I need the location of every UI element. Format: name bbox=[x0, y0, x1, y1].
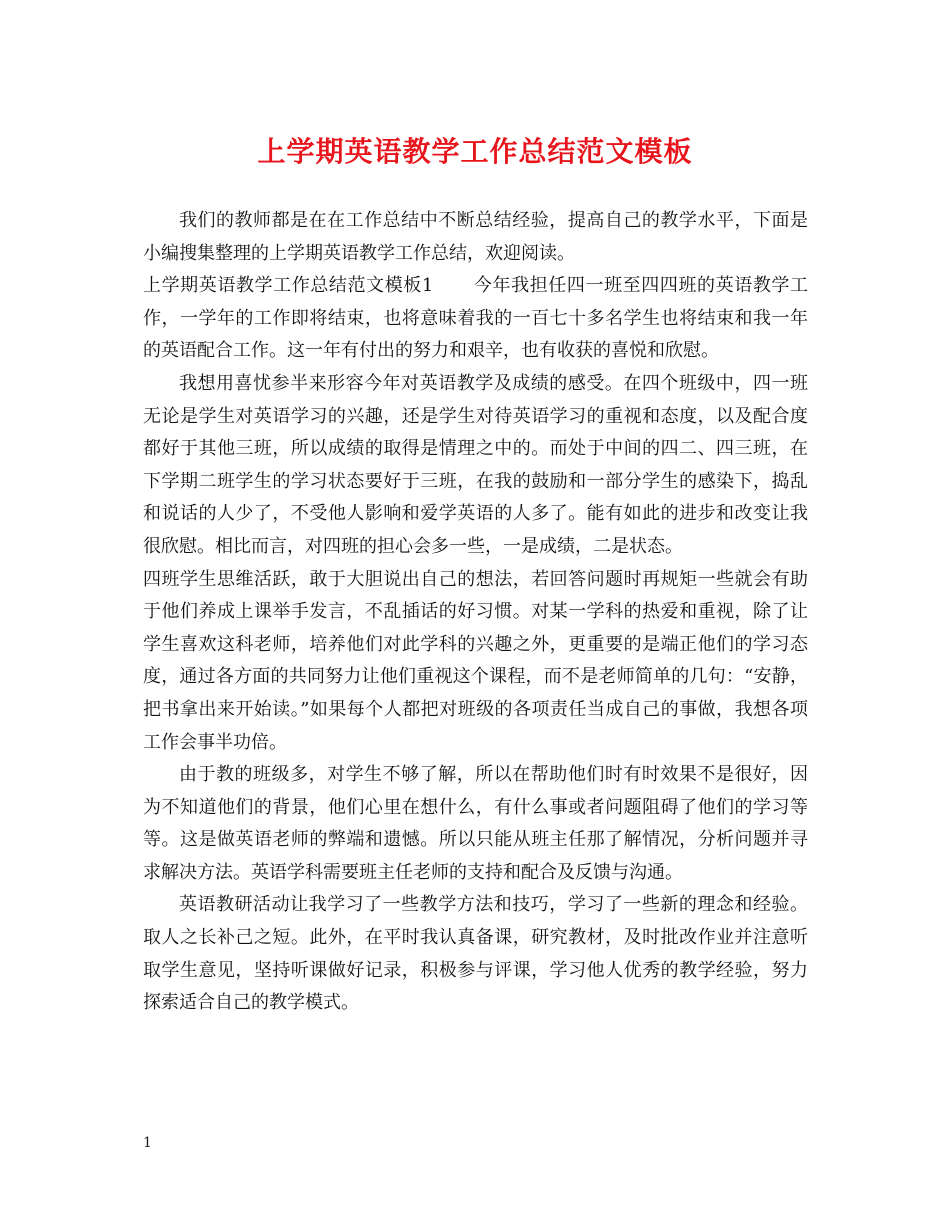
body-paragraph-4: 英语教研活动让我学习了一些教学方法和技巧，学习了一些新的理念和经验。取人之长补己之短。此外，在平时我认真备课，研究教材，及时批改作业并注意听取学生意见，坚持听课做好记录，积极参与评课，学习他人优秀的教学经验，努力探索适合自己的教学模式。 bbox=[143, 894, 808, 1014]
section-paragraph bbox=[143, 270, 808, 368]
document-title: 上学期英语教学工作总结范文模板 bbox=[257, 135, 693, 168]
body-paragraph-3: 由于教的班级多，对学生不够了解，所以在帮助他们时有时效果不是很好，因为不知道他们的背景，他们心里在想什么，有什么事或者问题阻碍了他们的学习等等。这是做英语老师的弊端和遗憾。所以只能从班主任那了解情况，分析问题并寻求解决方法。英语学科需要班主任老师的支持和配合及反馈与沟通。 bbox=[143, 764, 808, 883]
section-heading: 上学期英语教学工作总结范文模板1 bbox=[143, 275, 434, 297]
section-first-text: 今年我担任四一班至四四班的英语教学工作，一学年的工作即将结束，也将意味着我的一百七十多名学生也将结束和我一年的英语配合工作。这一年有付出的努力和艰辛，也有收获的喜悦和欣慰。 bbox=[143, 275, 809, 362]
body-paragraph-1: 我想用喜忧参半来形容今年对英语教学及成绩的感受。在四个班级中，四一班无论是学生对英语学习的兴趣，还是学生对待英语学习的重视和态度，以及配合度都好于其他三班，所以成绩的取得是情理之中的。而处于中间的四二、四三班，在下学期二班学生的学习状态要好于三班，在我的鼓励和一部分学生的感染下，捣乱和说话的人少了，不受他人影响和爱学英语的人多了。能有如此的进步和改变让我很欣慰。相比而言，对四班的担心会多一些，一是成绩，二是状态。 bbox=[143, 372, 808, 557]
page-number: 1 bbox=[143, 1135, 152, 1151]
body-paragraph-2: 四班学生思维活跃，敢于大胆说出自己的想法，若回答问题时再规矩一些就会有助于他们养成上课举手发言，不乱插话的好习惯。对某一学科的热爱和重视，除了让学生喜欢这科老师，培养他们对此学科的兴趣之外，更重要的是端正他们的学习态度，通过各方面的共同努力让他们重视这个课程，而不是老师简单的几句：“安静，把书拿出来开始读。”如果每个人都把对班级的各项责任当成自己的事做，我想各项工作会事半功倍。 bbox=[143, 568, 808, 753]
intro-paragraph: 我们的教师都是在在工作总结中不断总结经验，提高自己的教学水平，下面是小编搜集整理的上学期英语教学工作总结，欢迎阅读。 bbox=[143, 210, 808, 264]
document-body bbox=[143, 205, 808, 1020]
